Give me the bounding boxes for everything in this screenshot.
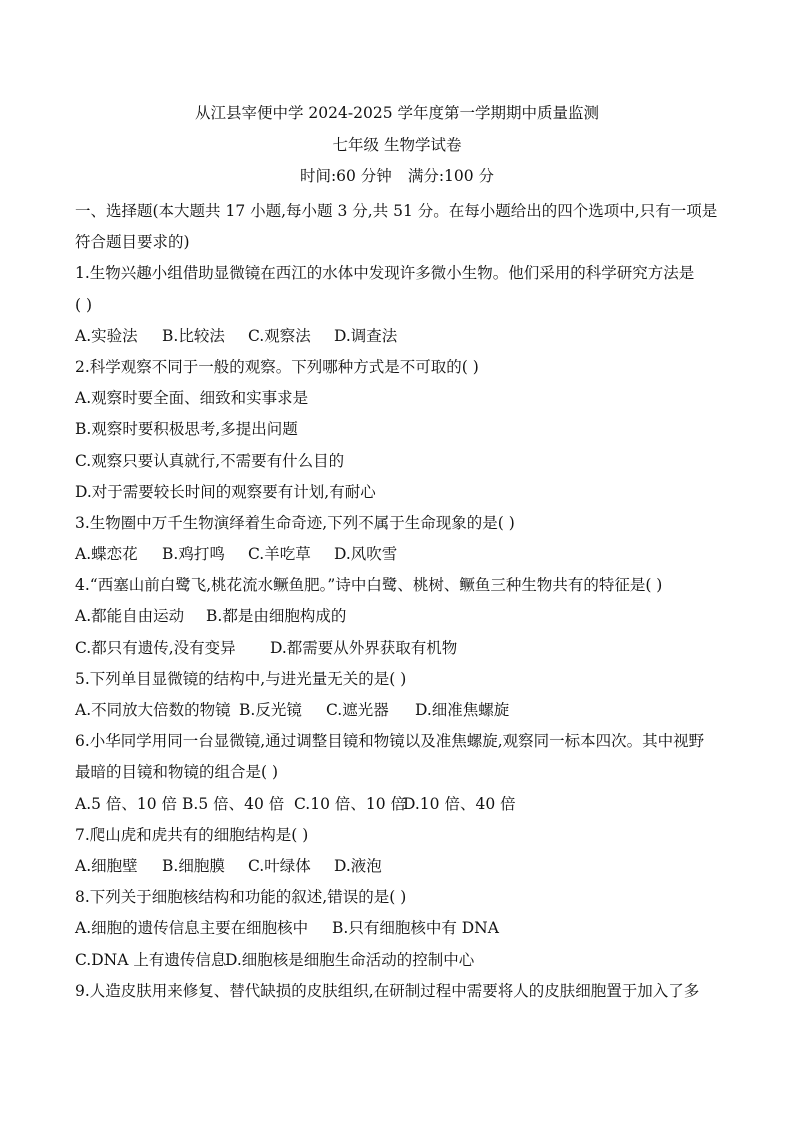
option: B.比较法: [162, 326, 225, 345]
question-5-options: [75, 695, 725, 726]
question-1-stem-1: 1.生物兴趣小组借助显微镜在西江的水体中发现许多微小生物。他们采用的科学研究方法是: [75, 264, 695, 283]
question-3-stem: 3.生物圈中万千生物演绎着生命奇迹,下列不属于生命现象的是( ): [75, 513, 515, 532]
question-6-options: [75, 789, 725, 820]
option: C.DNA 上有遗传信息: [75, 950, 227, 969]
question-6-stem-2: 最暗的目镜和物镜的组合是( ): [75, 763, 279, 782]
option: B.观察时要积极思考,多提出问题: [75, 420, 298, 439]
option: B.5 倍、40 倍: [182, 794, 285, 813]
option: D.风吹雪: [334, 545, 398, 564]
question-5-stem: 5.下列单目显微镜的结构中,与进光量无关的是( ): [75, 669, 407, 688]
question-7-stem: 7.爬山虎和虎共有的细胞结构是( ): [75, 825, 309, 844]
option: C.遮光器: [326, 701, 389, 719]
option: D.对于需要较长时间的观察要有计划,有耐心: [75, 482, 376, 501]
option: A.实验法: [75, 326, 138, 345]
option: B.细胞膜: [162, 856, 225, 875]
option: C.都只有遗传,没有变异: [75, 638, 236, 657]
question-4-options-row-1: [75, 601, 725, 632]
question-8-options-row-2: [75, 945, 725, 976]
exam-title: 从江县宰便中学 2024-2025 学年度第一学期期中质量监测: [195, 104, 599, 122]
question-1-stem-2: ( ): [75, 295, 93, 314]
option: A.不同放大倍数的物镜: [75, 701, 231, 719]
question-6-stem-1: 6.小华同学用同一台显微镜,通过调整目镜和物镜以及准焦螺旋,观察同一标本四次。其中视野: [75, 732, 705, 751]
section-heading-line-1: 一、选择题(本大题共 17 小题,每小题 3 分,共 51 分。在每小题给出的四个选项中,只有一项是: [75, 202, 718, 220]
question-2-stem: 2.科学观察不同于一般的观察。下列哪种方式是不可取的( ): [75, 357, 479, 376]
option: D.10 倍、40 倍: [403, 794, 516, 813]
question-8-options-row-1: [75, 913, 725, 944]
exam-score: 满分:100 分: [407, 167, 495, 185]
question-4-options-row-2: [75, 633, 725, 664]
option: A.细胞的遗传信息主要在细胞核中: [75, 919, 309, 938]
option: C.观察法: [248, 326, 311, 345]
option: D.都需要从外界获取有机物: [270, 638, 458, 657]
option: A.蝶恋花: [75, 545, 138, 564]
question-list: [75, 196, 725, 1007]
question-3-options: [75, 539, 725, 570]
exam-time-score: [0, 164, 794, 186]
question-1-options: [75, 321, 725, 352]
exam-subtitle: 七年级 生物学试卷: [332, 136, 462, 154]
option: D.液泡: [334, 856, 382, 875]
exam-time: 时间:60 分钟: [299, 167, 392, 185]
option: D.细胞核是细胞生命活动的控制中心: [225, 950, 475, 969]
option: A.都能自由运动: [75, 607, 185, 626]
option: D.细准焦螺旋: [415, 701, 510, 719]
option: C.观察只要认真就行,不需要有什么目的: [75, 451, 345, 470]
option: A.观察时要全面、细致和实事求是: [75, 389, 309, 408]
option: D.调查法: [334, 326, 398, 345]
option: A.细胞壁: [75, 856, 138, 875]
question-7-options: [75, 851, 725, 882]
option: B.反光镜: [239, 701, 302, 719]
option: B.只有细胞核中有 DNA: [332, 919, 499, 938]
question-9-stem-1: 9.人造皮肤用来修复、替代缺损的皮肤组织,在研制过程中需要将人的皮肤细胞置于加入了多: [75, 981, 700, 1000]
question-8-stem: 8.下列关于细胞核结构和功能的叙述,错误的是( ): [75, 888, 407, 907]
option: B.都是由细胞构成的: [206, 607, 347, 626]
question-4-stem: 4.“西塞山前白鹭飞,桃花流水鳜鱼肥。”诗中白鹭、桃树、鳜鱼三种生物共有的特征是( ): [75, 576, 663, 595]
option: C.10 倍、10 倍: [294, 794, 407, 813]
option: A.5 倍、10 倍: [75, 794, 178, 813]
option: C.叶绿体: [248, 856, 311, 875]
section-heading-line-2: 符合题目要求的): [75, 233, 190, 252]
option: B.鸡打鸣: [162, 545, 225, 564]
option: C.羊吃草: [248, 545, 311, 564]
